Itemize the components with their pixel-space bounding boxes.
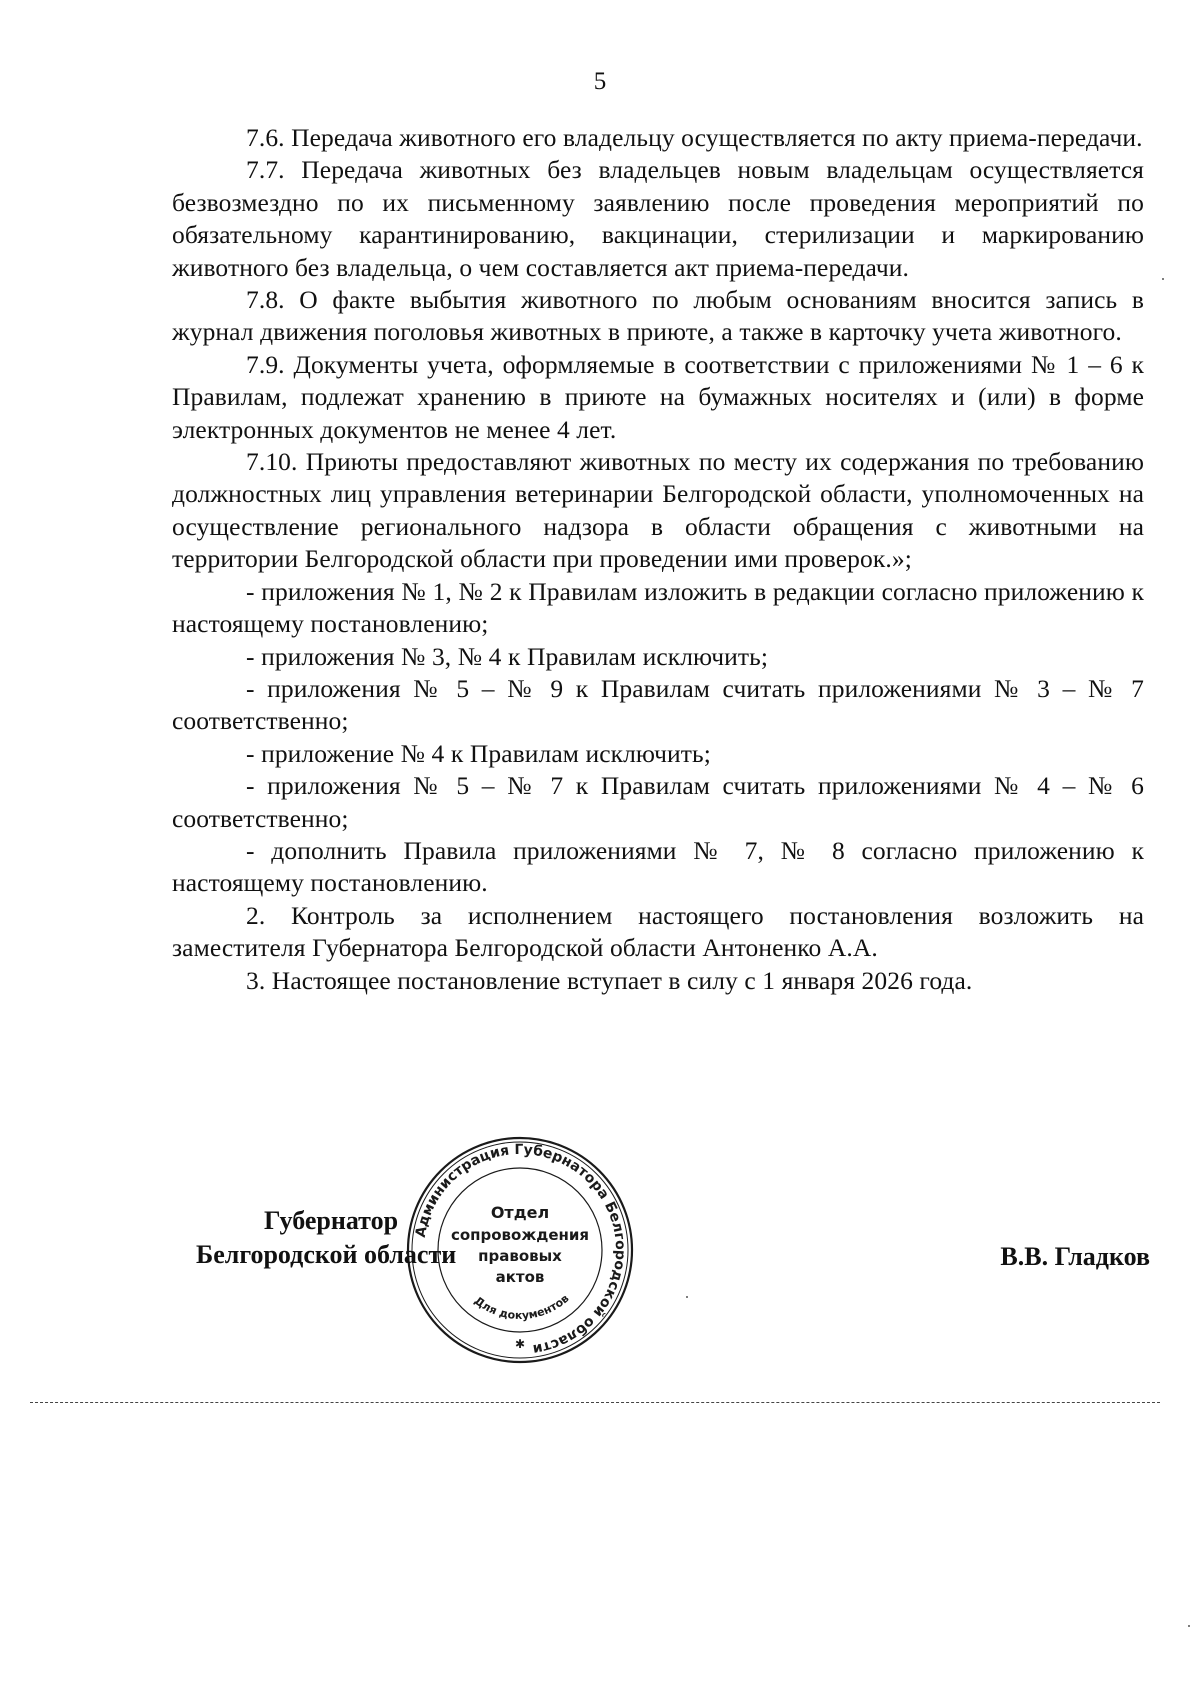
stamp-center-line-2: сопровождения	[450, 1226, 590, 1244]
signatory-title-line-2: Белгородской области	[196, 1240, 457, 1269]
amendment-item-1: - приложения № 1, № 2 к Правилам изложить в редакции согласно приложению к настоящему постановлению;	[172, 576, 1144, 639]
stamp-ring-text: Администрация Губернатора Белгородской области	[412, 1141, 629, 1358]
scan-artifact-dot	[1162, 278, 1164, 280]
signatory-title-line-1: Губернатор	[264, 1206, 399, 1235]
stamp-center-line-4: актов	[495, 1268, 545, 1286]
stamp-center-line-1: Отдел	[490, 1203, 550, 1222]
amendment-item-4: - приложение № 4 к Правилам исключить;	[246, 738, 711, 768]
bottom-divider	[30, 1402, 1160, 1403]
signatory-name: В.В. Гладков	[1000, 1242, 1150, 1271]
amendment-item-2: - приложения № 3, № 4 к Правилам исключить;	[246, 641, 769, 671]
paragraph-7-8: 7.8. О факте выбытия животного по любым основаниям вносится запись в журнал движения поголовья животных в приюте, а также в карточку учета животного.	[172, 285, 1144, 347]
scan-artifact-dot	[686, 1296, 688, 1298]
stamp-bottom-text: Для документов	[471, 1291, 572, 1323]
page-number: 5	[593, 68, 607, 95]
stamp-star-icon: ✱	[514, 1337, 526, 1351]
paragraph-3: 3. Настоящее постановление вступает в силу с 1 января 2026 года.	[246, 965, 973, 995]
document-body	[172, 122, 1144, 997]
stamp-center-line-3: правовых	[478, 1247, 562, 1265]
paragraph-7-6: 7.6. Передача животного его владельцу осуществляется по акту приема-передачи.	[246, 123, 1143, 152]
paragraph-2: 2. Контроль за исполнением настоящего постановления возложить на заместителя Губернатора Белгородской области Антоненко А.А.	[172, 900, 1144, 963]
signatory-title	[172, 1204, 456, 1272]
paragraph-7-7: 7.7. Передача животных без владельцев новым владельцам осуществляется безвозмездно по их письменному заявлению после проведения мероприятий по обязательному карантинированию, вакцинации, стерилизации и маркированию животного без владельца, о чем составляется акт приема-передачи.	[172, 155, 1144, 282]
scan-artifact-dot	[1188, 1625, 1190, 1627]
paragraph-7-9: 7.9. Документы учета, оформляемые в соответствии с приложениями № 1 – 6 к Правилам, подлежат хранению в приюте на бумажных носителях и (или) в форме электронных документов не менее 4 лет.	[172, 349, 1144, 444]
amendment-item-5: - приложения № 5 – № 7 к Правилам считать приложениями № 4 – № 6 соответственно;	[172, 771, 1144, 833]
amendment-item-3: - приложения № 5 – № 9 к Правилам считать приложениями № 3 – № 7 соответственно;	[172, 673, 1144, 736]
paragraph-7-10: 7.10. Приюты предоставляют животных по месту их содержания по требованию должностных лиц управления ветеринарии Белгородской области, уполномоченных на осуществление регионального надзора в области обращения с животными на территории Белгородской области при проведении ими проверок.»;	[172, 447, 1144, 574]
amendment-item-6: - дополнить Правила приложениями № 7, № 8 согласно приложению к настоящему постановлению.	[172, 835, 1144, 898]
